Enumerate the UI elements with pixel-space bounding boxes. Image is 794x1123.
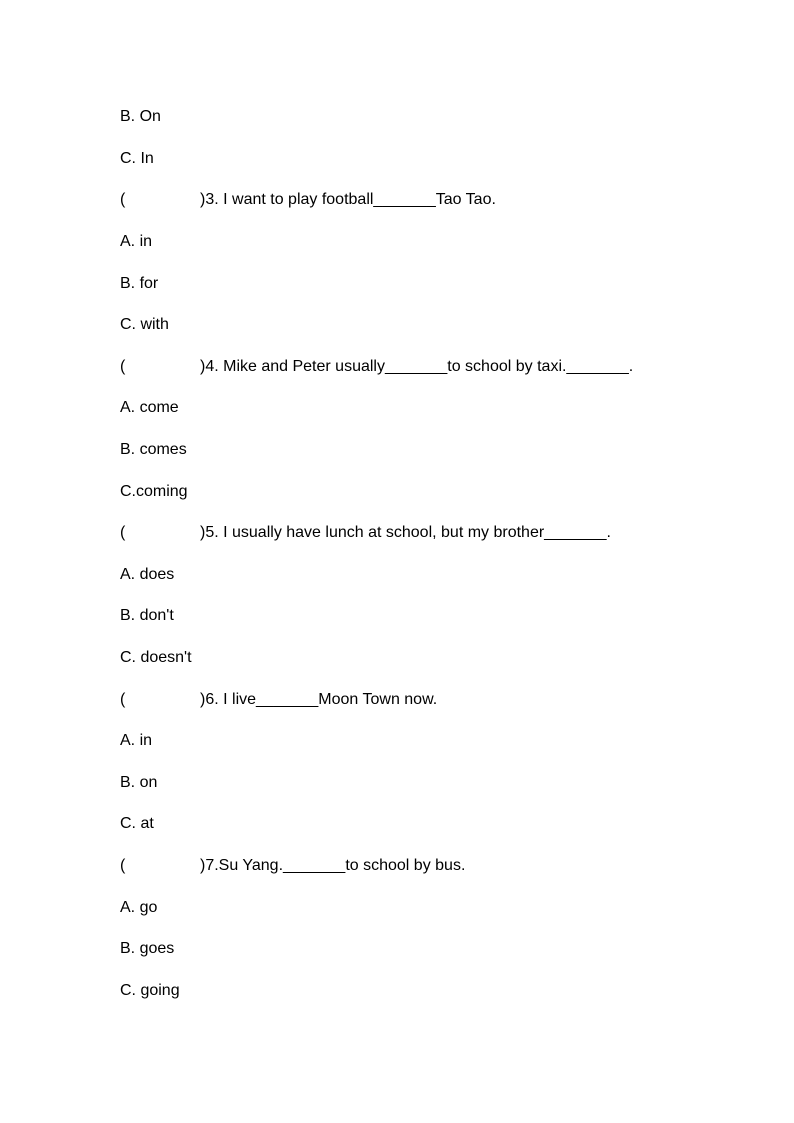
option-b: B. don't bbox=[120, 607, 174, 624]
option-b: B. On bbox=[120, 108, 161, 125]
option-c: C. In bbox=[120, 150, 154, 167]
question-5 bbox=[120, 523, 720, 543]
option-c: C. going bbox=[120, 982, 180, 999]
question-text: )5. I usually have lunch at school, but my brother_______. bbox=[200, 524, 611, 541]
question-4 bbox=[120, 357, 720, 377]
option-b: B. for bbox=[120, 275, 159, 292]
option-c: C.coming bbox=[120, 483, 188, 500]
option-a: A. come bbox=[120, 399, 179, 416]
option-b: B. comes bbox=[120, 441, 187, 458]
answer-bracket-open: ( bbox=[120, 691, 126, 708]
answer-bracket-open: ( bbox=[120, 857, 126, 874]
question-text: )7.Su Yang._______to school by bus. bbox=[200, 857, 466, 874]
option-a: A. does bbox=[120, 566, 175, 583]
question-7 bbox=[120, 856, 720, 876]
question-text: )6. I live_______Moon Town now. bbox=[200, 691, 438, 708]
option-a: A. in bbox=[120, 732, 153, 749]
option-a: A. go bbox=[120, 899, 158, 916]
answer-bracket-open: ( bbox=[120, 191, 126, 208]
option-c: C. doesn't bbox=[120, 649, 192, 666]
question-text: )3. I want to play football_______Tao Tao. bbox=[200, 191, 496, 208]
option-b: B. on bbox=[120, 774, 158, 791]
option-c: C. with bbox=[120, 316, 169, 333]
option-c: C. at bbox=[120, 815, 154, 832]
answer-bracket-open: ( bbox=[120, 358, 126, 375]
question-text: )4. Mike and Peter usually_______to school by taxi._______. bbox=[200, 358, 634, 375]
option-a: A. in bbox=[120, 233, 153, 250]
answer-bracket-open: ( bbox=[120, 524, 126, 541]
question-3 bbox=[120, 190, 720, 210]
question-6 bbox=[120, 690, 720, 710]
option-b: B. goes bbox=[120, 940, 175, 957]
